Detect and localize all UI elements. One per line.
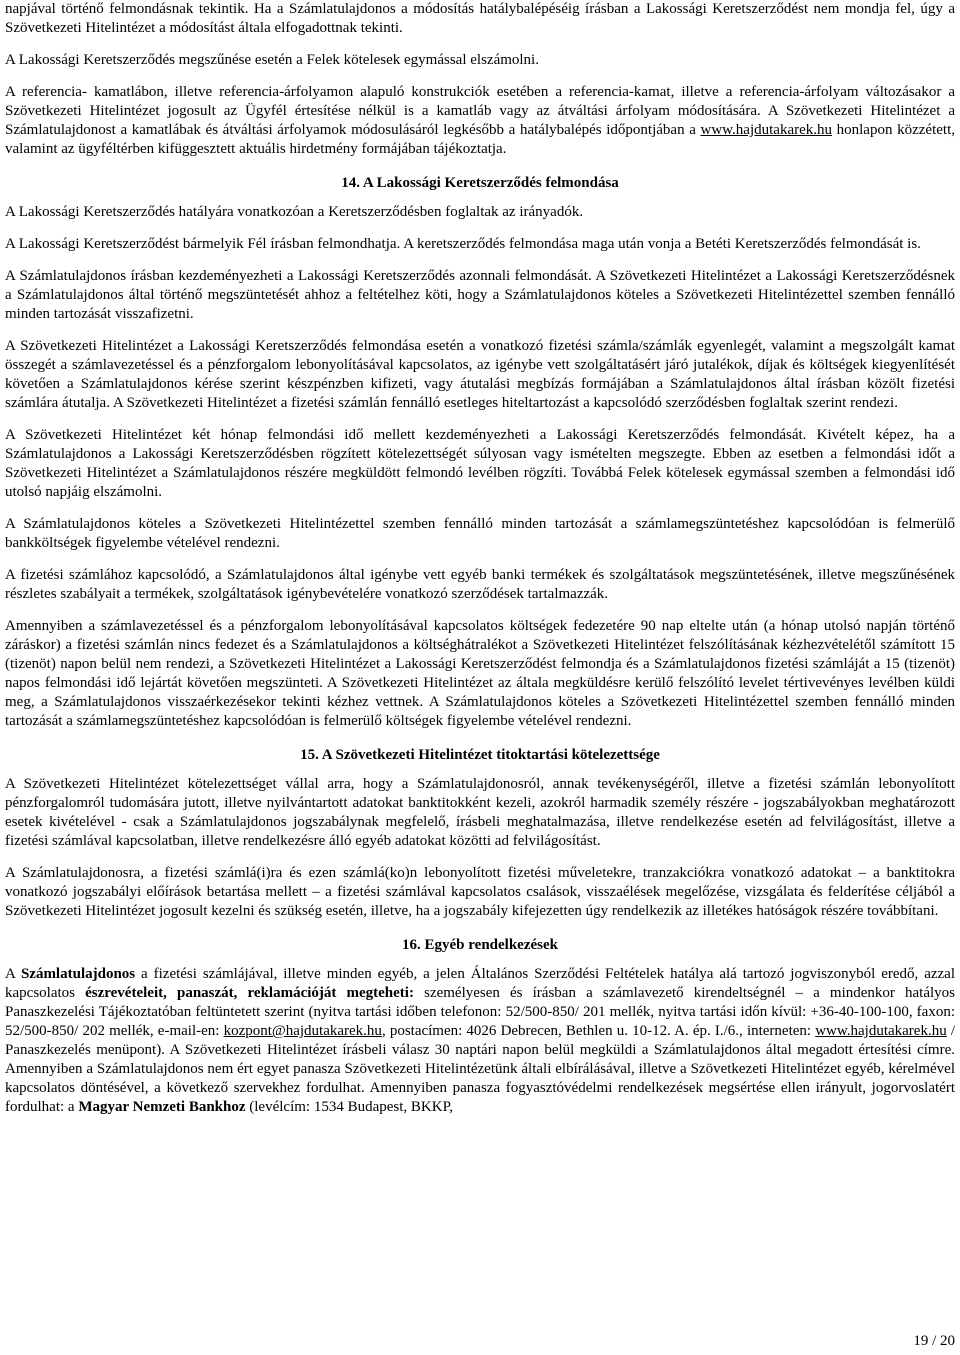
paragraph: napjával történő felmondásnak tekintik. Ha a Számlatulajdonos a módosítás hatálybalépéséig írásban a Lakossági Keretszerződést nem mondja fel, úgy a Szövetkezeti Hitelintézet a módosítást általa elfogadottnak tekinti. — [5, 1, 955, 36]
bold-text: észrevételeit, panaszát, reklamációját megteheti: — [85, 985, 414, 1001]
section-heading-16: 16. Egyéb rendelkezések — [402, 937, 558, 953]
website-link[interactable]: www.hajdutakarek.hu — [700, 122, 832, 138]
bold-text: Számlatulajdonos — [20, 966, 136, 982]
paragraph: A Számlatulajdonos köteles a Szövetkezeti Hitelintézettel szemben fennálló minden tartozását a számlamegszüntetéshez kapcsolódóan is felmerülő bankköltségek figyelembe vételével rendezni. — [5, 516, 955, 551]
paragraph: A Szövetkezeti Hitelintézet két hónap felmondási idő mellett kezdeményezheti a Lakossági Keretszerződés felmondását. Kivételt képez, ha a Számlatulajdonos a Lakossági Keretszerződésben rögzített kötelezettségét súlyosan vagy ismételten megszegte. Ebben az esetben a felmondási időt a Szövetkezeti Hitelintézet a Számlatulajdonos részére megküldött felmondó levélben rögzíti. Továbbá Felek kötelesek egymással szemben a felmondási idő utolsó napjáig elszámolni. — [5, 427, 955, 500]
paragraph: A fizetési számlához kapcsolódó, a Számlatulajdonos által igénybe vett egyéb banki termékek és szolgáltatások megszüntetésének, illetve megszűnésének részletes szabályait a termékek, szolgáltatások igénybevételére vonatkozó szerződések tartalmazzák. — [5, 567, 955, 602]
website-link[interactable]: www.hajdutakarek.hu — [815, 1023, 947, 1039]
paragraph: Amennyiben a számlavezetéssel és a pénzforgalom lebonyolításával kapcsolatos költségek fedezetére 90 nap eltelte után (a hónap utolsó napján történő záráskor) a fizetési számlán nincs fedezet és a Számlatulajdonos a költséghátralékot a Szövetkezeti Hitelintézet felszólításának kézhezvételétől számított 15 (tizenöt) napon belül nem rendezi, a Szövetkezeti Hitelintézet a Lakossági Keretszerződést felmondja és a Számlatulajdonos fizetési számláját a 15 (tizenöt) napos felmondási idő lejártát követően megszünteti. A Szövetkezeti Hitelintézet az általa megküldésre kerülő felszólító levelet tértivevényes levélben küldi meg, a Számlatulajdonos visszaérkezésekor tekinti kézhez vettnek. A Számlatulajdonos köteles a Szövetkezeti Hitelintézettel szemben fennálló minden tartozását a számlamegszüntetéshez kapcsolódóan is felmerülő költségek figyelembe vételével rendezni. — [5, 618, 955, 729]
paragraph: A Szövetkezeti Hitelintézet kötelezettséget vállal arra, hogy a Számlatulajdonosról, annak tevékenységéről, illetve a fizetési számlán lebonyolított pénzforgalomról tudomására jutott, illetve nyilvántartott adatokat banktitokként kezeli, azokról harmadik személy részére - jogszabályokban meghatározott esetek kivételével - csak a Számlatulajdonos jogszabálynak megfelelő, írásbeli meghatalmazása, illetve rendelkezése esetén ad felvilágosítást, illetve a fizetési számlával kapcsolatban, illetve rendelkezésre álló egyéb adatokat közötti ad felvilágosítást. — [5, 776, 955, 849]
paragraph: A Számlatulajdonosra, a fizetési számlá(i)ra és ezen számlá(ko)n lebonyolított fizetési műveletekre, tranzakciókra vonatkozó adatokat – a banktitokra vonatkozó jogszabályi előírások betartása mellett – a fizetési számlával kapcsolatos csalások, visszaélések megelőzése, vizsgálata és felderítése céljából a Szövetkezeti Hitelintézet jogosult kezelni és szükség esetén, illetve, ha a jogszabály kifejezetten úgy rendelkezik az illetékes hatóságok részére továbbítani. — [5, 865, 955, 919]
bold-text: Magyar Nemzeti Bankhoz — [78, 1099, 246, 1115]
email-link[interactable]: kozpont@hajdutakarek.hu — [223, 1023, 382, 1039]
paragraph: A Lakossági Keretszerződés hatályára vonatkozóan a Keretszerződésben foglaltak az irányadók. — [5, 204, 584, 220]
page-number: 19 / 20 — [913, 1333, 955, 1349]
text-run: honlapon közzétett, valamint az ügyféltérben kifüggesztett aktuális hirdetmény formájában tájékoztatja. — [5, 122, 955, 157]
text-run: a fizetési számlájával, illetve minden egyéb, a jelen Általános Szerződési Feltételek hatálya alá tartozó jogviszonyból eredő, azzal kapcsolatos — [5, 966, 955, 1001]
document-body — [5, 0, 955, 1130]
paragraph — [5, 83, 955, 159]
section-heading-15: 15. A Szövetkezeti Hitelintézet titoktartási kötelezettsége — [300, 747, 660, 763]
text-run: (levélcím: 1534 Budapest, BKKP, — [245, 1099, 453, 1115]
paragraph: A Lakossági Keretszerződést bármelyik Fél írásban felmondhatja. A keretszerződés felmondása maga után vonja a Betéti Keretszerződés felmondását is. — [5, 236, 921, 252]
text-run: / Panaszkezelés menüpont). A Szövetkezeti Hitelintézet írásbeli válasz 30 naptári napon belül megküldi a Számlatulajdonos által megadott értesítési címre. Amennyiben a Számlatulajdonos nem ért egyet panasza Szövetkezeti Hitelintézetünk általi elbírálásával, illetve a Szövetkezeti Hitelintézet egyéb, kérelmével kapcsolatos döntésével, a következő szervekhez fordulhat. Amennyiben panasza fogyasztóvédelmi rendelkezések megsértése ellen irányult, jogorvoslatért fordulhat: a — [5, 1023, 956, 1115]
section-heading-14: 14. A Lakossági Keretszerződés felmondása — [341, 175, 619, 191]
paragraph: A Szövetkezeti Hitelintézet a Lakossági Keretszerződés felmondása esetén a vonatkozó fizetési számla/számlák egyenlegét, valamint a megszolgált kamat összegét a számlavezetéssel és a pénzforgalom lebonyolításával kapcsolatos, az igénybe vett szolgáltatásért járó jutalékok, díjak és költségek kiegyenlítését követően a Számlatulajdonos kérése szerint készpénzben kifizeti, vagy átutalási megbízás formájában a Számlatulajdonos által írásban közölt fizetési számlára átutalja. A Szövetkezeti Hitelintézet a fizetési számlán fennálló esetleges hiteltartozást a kapcsolódó szerződésben foglaltak szerint rendezi. — [5, 338, 955, 411]
text-run: személyesen és írásban a számlavezető kirendeltségnél – a mindenkor hatályos Panaszkezelési Tájékoztatóban feltüntetett szerint (nyitva tartási időben telefonon: 52/500-850/ 201 mellék, nyitva tartási időn kívül: +36-40-100-100, faxon: 52/500-850/ 202 mellék, e-mail-en: — [5, 985, 956, 1039]
text-run: A — [5, 966, 21, 982]
paragraph — [5, 965, 955, 1117]
paragraph: A Számlatulajdonos írásban kezdeményezheti a Lakossági Keretszerződés azonnali felmondását. A Szövetkezeti Hitelintézet a Lakossági Keretszerződésnek a Számlatulajdonos által történő megszüntetését ahhoz a feltételhez köti, hogy a Számlatulajdonos köteles a Szövetkezeti Hitelintézettel szemben fennálló minden tartozását visszafizetni. — [5, 268, 955, 322]
paragraph: A Lakossági Keretszerződés megszűnése esetén a Felek kötelesek egymással elszámolni. — [5, 52, 539, 68]
text-run: A referencia- kamatlábon, illetve referencia-árfolyamon alapuló konstrukciók esetében a referencia-kamat, illetve a referencia-árfolyam változásakor a Szövetkezeti Hitelintézet jogosult az Ügyfél értesítése nélkül is a kamatláb vagy az átváltási árfolyam módosítására. A Szövetkezeti Hitelintézet a Számlatulajdonost a kamatlábak és átváltási árfolyamok módosulásáról legkésőbb a hatálybalépés időpontjában a — [5, 84, 955, 138]
text-run: , postacímen: 4026 Debrecen, Bethlen u. 10-12. A. ép. I./6., interneten: — [381, 1023, 816, 1039]
